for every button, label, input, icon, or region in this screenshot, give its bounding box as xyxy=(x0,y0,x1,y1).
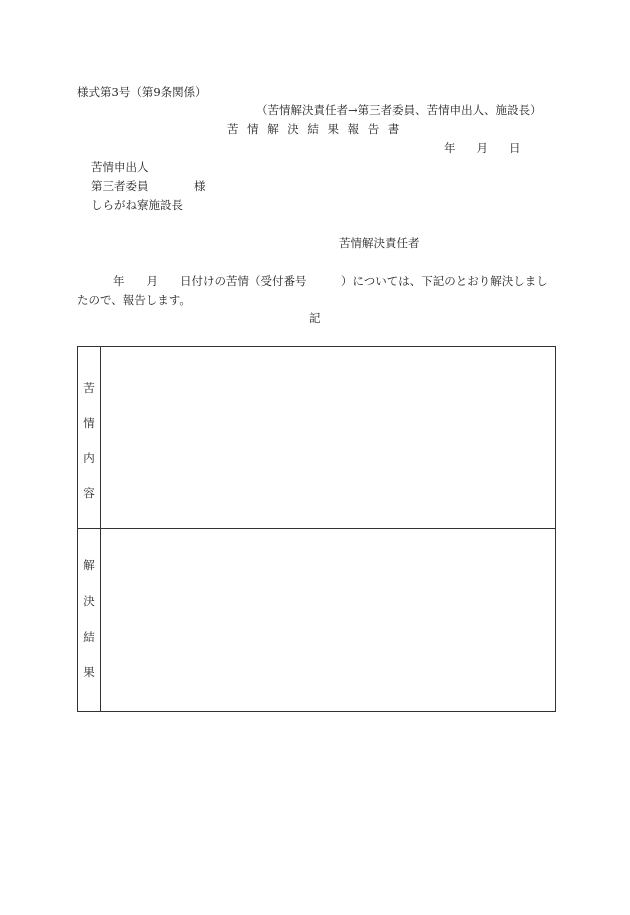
date-day-label: 日 xyxy=(509,141,521,155)
honorific-sama: 様 xyxy=(194,179,206,193)
form-number: 様式第3号（第9条関係） xyxy=(77,85,207,99)
report-table xyxy=(77,346,556,712)
label-char: 決 xyxy=(83,594,95,608)
ki-heading: 記 xyxy=(309,311,321,325)
label-char: 解 xyxy=(83,558,95,572)
label-char: 結 xyxy=(83,630,95,644)
label-char: 内 xyxy=(83,451,95,465)
distribution-note: （苦情解決責任者→第三者委員、苦情申出人、施設長） xyxy=(256,103,542,117)
document-title: 苦情解決結果報告書 xyxy=(227,122,408,136)
recipient-facility-director: しらがね寮施設長 xyxy=(91,198,183,212)
resolution-result-row xyxy=(78,529,555,711)
complaint-content-label xyxy=(78,347,101,528)
complaint-content-row xyxy=(78,347,555,529)
sender-responsible-person: 苦情解決責任者 xyxy=(339,236,420,250)
label-char: 苦 xyxy=(83,381,95,395)
body-text-line-1 xyxy=(113,276,548,288)
label-char: 果 xyxy=(83,665,95,679)
label-char: 容 xyxy=(83,486,95,500)
date-year-label: 年 xyxy=(444,141,456,155)
resolution-result-label xyxy=(78,529,101,711)
date-month-label: 月 xyxy=(476,141,488,155)
resolution-result-field[interactable] xyxy=(101,529,555,711)
body-month-label: 月 xyxy=(146,274,158,288)
recipient-complainant: 苦情申出人 xyxy=(91,160,149,174)
label-char: 情 xyxy=(83,416,95,430)
body-text-line-2: たので、報告します。 xyxy=(77,293,191,307)
body-text: 日付けの苦情（受付番号 ）については、下記のとおり解決しまし xyxy=(180,274,548,288)
complaint-content-field[interactable] xyxy=(101,347,555,528)
date-line xyxy=(444,143,521,155)
recipient-third-party-member: 第三者委員 xyxy=(91,179,149,193)
body-year-label: 年 xyxy=(113,274,125,288)
